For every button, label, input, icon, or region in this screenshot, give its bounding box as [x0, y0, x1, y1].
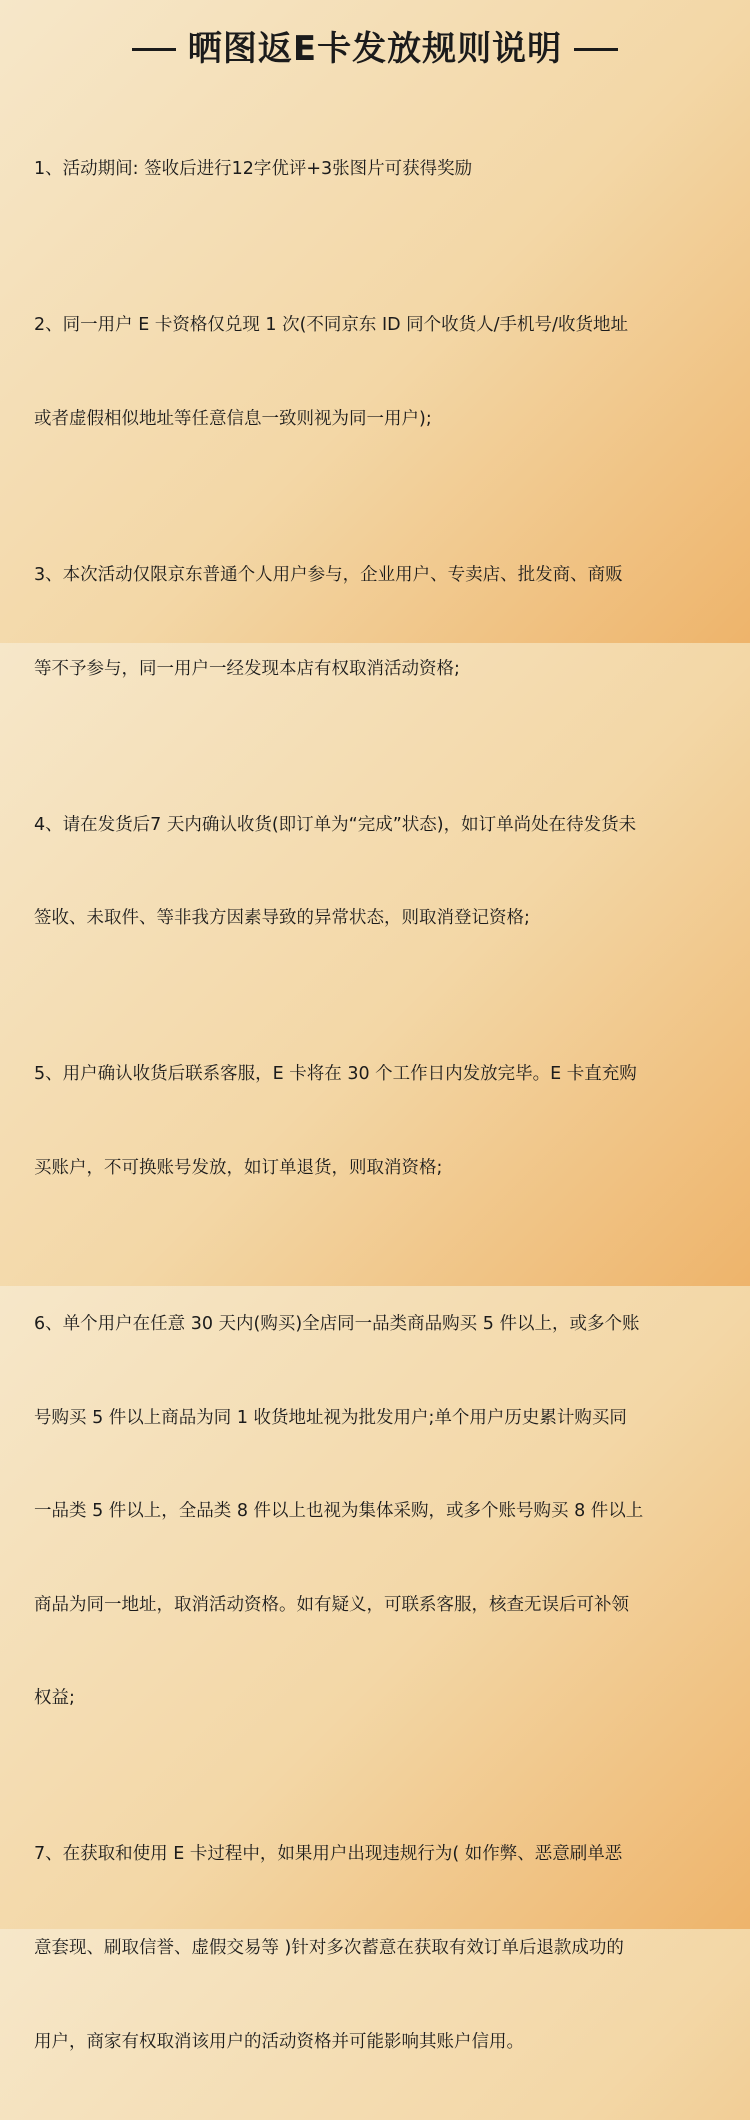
rule-2 [34, 248, 716, 498]
rule-line: 意套现、刷取信誉、虚假交易等 )针对多次蓄意在获取有效订单后退款成功的 [34, 1937, 624, 1958]
rule-line: 或者虚假相似地址等任意信息一致则视为同一用户); [34, 409, 432, 430]
rule-line: 6、单个用户在任意 30 天内(购买)全店同一品类商品购买 5 件以上，或多个账 [34, 1313, 640, 1334]
rule-3 [34, 498, 716, 748]
rules-list [34, 92, 716, 2120]
rule-line: 买账户，不可换账号发放，如订单退货，则取消资格; [34, 1157, 443, 1178]
rule-line: 号购买 5 件以上商品为同 1 收货地址视为批发用户;单个用户历史累计购买同 [34, 1407, 627, 1428]
rule-line: 用户，商家有权取消该用户的活动资格并可能影响其账户信用。 [34, 2031, 524, 2052]
rule-line: 4、请在发货后7 天内确认收货(即订单为“完成”状态)，如订单尚处在待发货未 [34, 814, 637, 835]
rule-line: 一品类 5 件以上，全品类 8 件以上也视为集体采购，或多个账号购买 8 件以上 [34, 1501, 644, 1522]
rule-7 [34, 1777, 716, 2120]
rule-line: 3、本次活动仅限京东普通个人用户参与，企业用户、专卖店、批发商、商贩 [34, 565, 623, 586]
rule-line: 权益; [34, 1688, 75, 1709]
rule-line: 7、在获取和使用 E 卡过程中，如果用户出现违规行为( 如作弊、恶意刷单恶 [34, 1844, 623, 1865]
page-title: 晒图返E卡发放规则说明 [187, 29, 563, 69]
title-right-dash [574, 48, 618, 51]
title-row [34, 28, 716, 70]
rule-5 [34, 997, 716, 1247]
rule-4 [34, 747, 716, 997]
rule-6 [34, 1247, 716, 1777]
rule-1 [34, 92, 716, 248]
rule-line: 签收、未取件、等非我方因素导致的异常状态，则取消登记资格; [34, 908, 530, 929]
rule-line: 等不予参与，同一用户一经发现本店有权取消活动资格; [34, 658, 460, 679]
title-left-dash [132, 48, 176, 51]
rule-line: 1、活动期间: 签收后进行12字优评+3张图片可获得奖励 [34, 159, 473, 180]
rule-line: 2、同一用户 E 卡资格仅兑现 1 次(不同京东 ID 同个收货人/手机号/收货地址 [34, 315, 628, 336]
rule-line: 商品为同一地址，取消活动资格。如有疑义，可联系客服，核查无误后可补领 [34, 1594, 629, 1615]
rule-line: 5、用户确认收货后联系客服，E 卡将在 30 个工作日内发放完毕。E 卡直充购 [34, 1064, 637, 1085]
